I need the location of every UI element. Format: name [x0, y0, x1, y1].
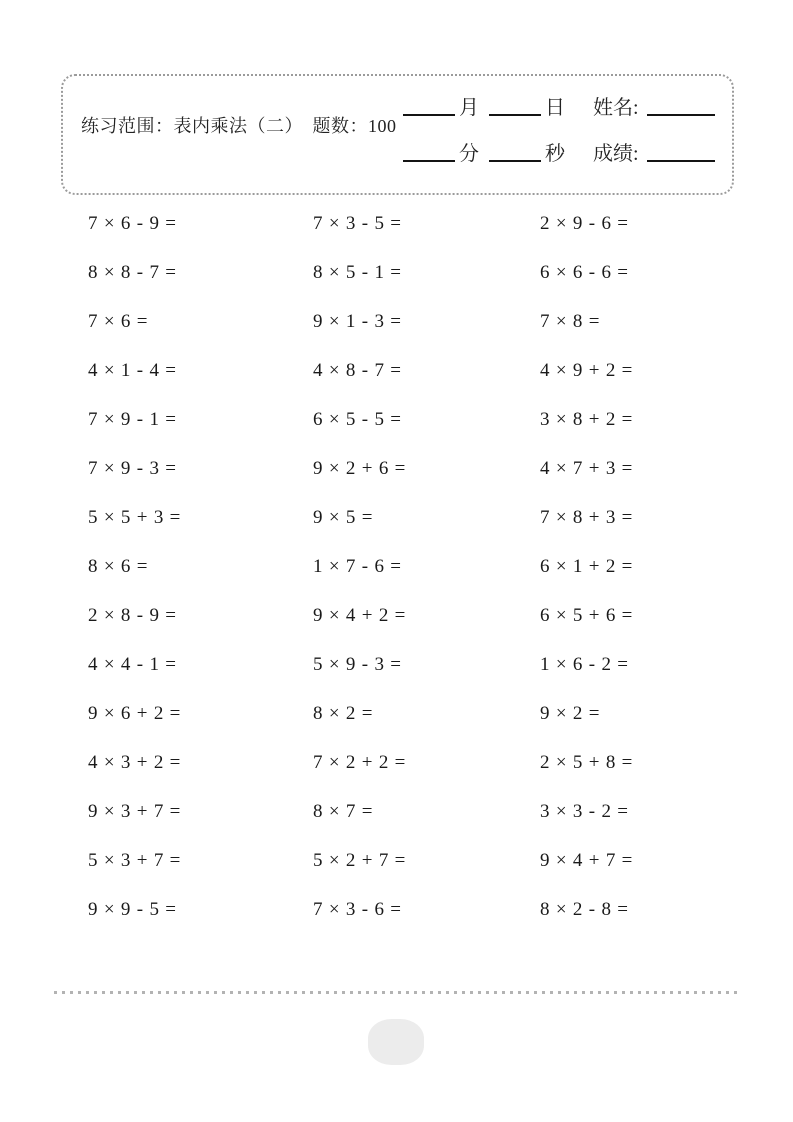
problem-16: 7 × 9 - 3 =: [88, 457, 177, 479]
problem-18: 4 × 7 + 3 =: [540, 457, 634, 479]
problem-29: 5 × 9 - 3 =: [313, 653, 402, 675]
problem-24: 6 × 1 + 2 =: [540, 555, 634, 577]
problem-6: 6 × 6 - 6 =: [540, 261, 629, 283]
minute-blank-line: [403, 160, 455, 162]
problem-30: 1 × 6 - 2 =: [540, 653, 629, 675]
problem-12: 4 × 9 + 2 =: [540, 359, 634, 381]
problem-45: 8 × 2 - 8 =: [540, 898, 629, 920]
second-label: 秒: [545, 143, 565, 165]
problem-23: 1 × 7 - 6 =: [313, 555, 402, 577]
month-blank-line: [403, 114, 455, 116]
problem-20: 9 × 5 =: [313, 506, 374, 528]
problem-8: 9 × 1 - 3 =: [313, 310, 402, 332]
problem-1: 7 × 6 - 9 =: [88, 212, 177, 234]
problem-10: 4 × 1 - 4 =: [88, 359, 177, 381]
problem-21: 7 × 8 + 3 =: [540, 506, 634, 528]
problem-32: 8 × 2 =: [313, 702, 374, 724]
problem-31: 9 × 6 + 2 =: [88, 702, 182, 724]
problem-36: 2 × 5 + 8 =: [540, 751, 634, 773]
problem-42: 9 × 4 + 7 =: [540, 849, 634, 871]
problem-35: 7 × 2 + 2 =: [313, 751, 407, 773]
problem-33: 9 × 2 =: [540, 702, 601, 724]
problem-39: 3 × 3 - 2 =: [540, 800, 629, 822]
problem-14: 6 × 5 - 5 =: [313, 408, 402, 430]
problem-13: 7 × 9 - 1 =: [88, 408, 177, 430]
problem-38: 8 × 7 =: [313, 800, 374, 822]
problem-44: 7 × 3 - 6 =: [313, 898, 402, 920]
worksheet-title: 练习范围：表内乘法（二） 题数：100: [81, 116, 397, 136]
problem-4: 8 × 8 - 7 =: [88, 261, 177, 283]
problem-43: 9 × 9 - 5 =: [88, 898, 177, 920]
bottom-dotted-divider: [54, 991, 741, 994]
problems-grid: [88, 199, 760, 934]
problem-26: 9 × 4 + 2 =: [313, 604, 407, 626]
problem-17: 9 × 2 + 6 =: [313, 457, 407, 479]
problem-5: 8 × 5 - 1 =: [313, 261, 402, 283]
day-blank-line: [489, 114, 541, 116]
problem-28: 4 × 4 - 1 =: [88, 653, 177, 675]
problem-41: 5 × 2 + 7 =: [313, 849, 407, 871]
problem-11: 4 × 8 - 7 =: [313, 359, 402, 381]
date-name-row: [403, 98, 719, 118]
problem-34: 4 × 3 + 2 =: [88, 751, 182, 773]
problem-22: 8 × 6 =: [88, 555, 149, 577]
month-label: 月: [459, 97, 479, 119]
problem-19: 5 × 5 + 3 =: [88, 506, 182, 528]
problem-25: 2 × 8 - 9 =: [88, 604, 177, 626]
score-blank-line: [647, 160, 715, 162]
minute-label: 分: [459, 143, 479, 165]
time-score-row: [403, 144, 719, 164]
second-blank-line: [489, 160, 541, 162]
name-label: 姓名:: [593, 97, 639, 119]
problem-7: 7 × 6 =: [88, 310, 149, 332]
problem-15: 3 × 8 + 2 =: [540, 408, 634, 430]
problem-3: 2 × 9 - 6 =: [540, 212, 629, 234]
header-card: [61, 74, 734, 195]
problem-9: 7 × 8 =: [540, 310, 601, 332]
problem-27: 6 × 5 + 6 =: [540, 604, 634, 626]
name-blank-line: [647, 114, 715, 116]
page-number-marker: [368, 1019, 424, 1065]
problem-2: 7 × 3 - 5 =: [313, 212, 402, 234]
score-label: 成绩:: [593, 143, 639, 165]
problem-40: 5 × 3 + 7 =: [88, 849, 182, 871]
day-label: 日: [545, 97, 565, 119]
problem-37: 9 × 3 + 7 =: [88, 800, 182, 822]
